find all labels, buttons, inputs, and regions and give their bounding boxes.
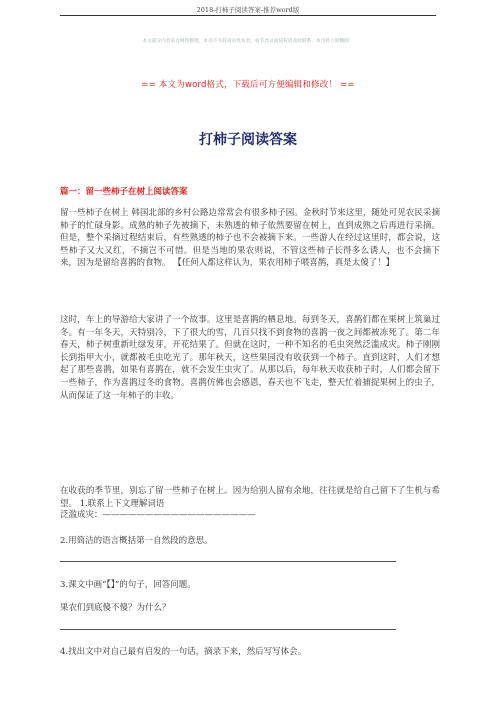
paragraph-3: 在收获的季节里，别忘了留一些柿子在树上。因为给别人留有余地，往往就是给自己留下了生机与希望。 1.联系上下文理解词语 [60, 486, 440, 509]
question-3-sub: 果农们到底傻不傻？为什么？ [60, 603, 171, 613]
word-format-notice: == 本文为word格式，下载后可方便编辑和修改！ == [141, 80, 355, 90]
answer-line-2 [60, 561, 396, 562]
paragraph-2: 这时，车上的导游给大家讲了一个故事。这里是喜鹊的栖息地。每到冬天，喜鹊们都在果树上筑巢过冬。有一年冬天，天特别冷，下了很大的雪，几百只找不到食物的喜鹊一夜之间都被冻死了。第二年春天，柿子树重新吐绿发芽，开花结果了。但就在这时，一种不知名的毛虫突然泛滥成灾。柿子刚刚长到指甲大小，就都被毛虫吃光了。那年秋天，这些果园没有收获到一个柿子。直到这时，人们才想起了那些喜鹊，如果有喜鹊在，就不会发生虫灾了。从那以后，每年秋天收获柿子时，人们都会留下一些柿子，作为喜鹊过冬的食物。喜鹊仿佛也会感恩，春天也不飞走，整天忙着捕捉果树上的虫子，从而保证了这一年柿子的丰收。 [60, 315, 440, 401]
running-header: 2018-打柿子阅读答案-推荐word版 [196, 6, 300, 14]
answer-line-3 [60, 629, 396, 630]
header-rule [60, 15, 436, 16]
document-title: 打柿子阅读答案 [199, 132, 297, 148]
question-4: 4.找出文中对自己最有启发的一句话，摘录下来，然后写写体会。 [60, 647, 307, 657]
paragraph-1: 留一些柿子在树上 韩国北部的乡村公路边常常会有很多柿子园。金秋时节来这里，随处可见农民采摘柿子的忙碌身影。成熟的柿子先被摘下，未熟透的柿子依然要留在树上，直到成熟之后再进行采摘。但是，整个采摘过程结束后，有些熟透的柿子也不会被摘下来。一些游人在经过这里时，都会说，这些柿子又大又红，不摘岂不可惜。但是当地的果农则说，不管这些柿子长得多么诱人，也不会摘下来，因为是留给喜鹊的食物。 【任何人都这样认为，果农用柿子喂喜鹊，真是太傻了！】 [60, 208, 440, 269]
question-1-blank: 泛滥成灾：—————————————————— [60, 510, 256, 520]
disclaimer-text: 本文部分内容来自网络整理，本司不为其真实性负责，如有异议或侵权请及时联系，本司将立即删除！ [142, 39, 354, 44]
question-3: 3.课文中画“【】”的句子，回答问题。 [60, 580, 196, 590]
section-heading: 篇一：留一些柿子在树上阅读答案 [60, 187, 188, 197]
question-2: 2.用简洁的语言概括第一自然段的意思。 [60, 536, 213, 546]
